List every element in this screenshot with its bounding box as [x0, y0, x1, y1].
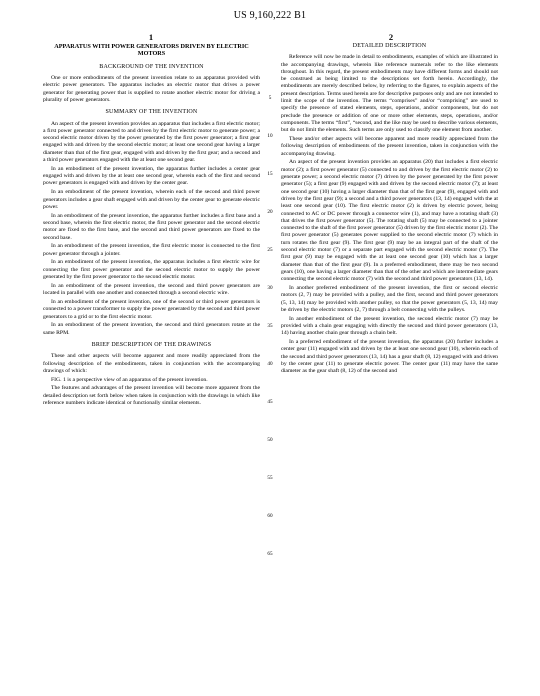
summary-paragraph: In an embodiment of the present invention, the first electric motor is connected to the first power generator through a jointer.	[43, 243, 260, 257]
summary-paragraph: In an embodiment of the present invention, wherein each of the second and third power generators includes a gear shaft engaged with and driven by the center gear to generate electric power.	[43, 189, 260, 210]
summary-paragraph: In an embodiment of the present invention, the second and third power generators are located in parallel with one another and connected through a second electric wire.	[43, 282, 260, 297]
patent-title: APPARATUS WITH POWER GENERATORS DRIVEN BY ELECTRIC MOTORS	[54, 43, 249, 58]
line-number: 30	[267, 285, 273, 291]
line-number: 10	[267, 133, 273, 139]
description-paragraph: Reference will now be made in detail to embodiments, examples of which are illustrated in the accompanying drawings, wherein like reference numerals refer to the like elements throughout. In this regard, the present embodiments may have different forms and should not be construed as being limited to the descriptions set forth herein. Accordingly, the embodiments are merely described below, by referring to the figures, to explain aspects of the present description. Terms used herein are for descriptive purposes only and are not intended to limit the scope of the invention. The terms “comprises” and/or “comprising” are used to specify the presence of stated elements, steps, operations, and/or components, but do not preclude the presence or addition of one or more other elements, steps, operations, and/or components. The terms “first”, “second, and the like may be used to describe various elements, but do not limit the elements. Such terms are only used to classify one element from another.	[281, 54, 498, 134]
line-number: 65	[267, 551, 273, 557]
column-number-right: 2	[388, 32, 394, 42]
drawings-heading: BRIEF DESCRIPTION OF THE DRAWINGS	[91, 341, 212, 348]
summary-paragraph: In an embodiment of the present invention, one of the second or third power generators is connected to a power transformer to supply the power generated by the second and third power generators to a grid or to the first electric motor.	[43, 298, 260, 320]
left-column	[43, 43, 260, 693]
description-paragraph: In another preferred embodiment of the present invention, the first or second electric motors (2, 7) may be provided with a pulley, and the first, second and third power generators (5, 13, 14) may be provided with another pulley, so that the power generators (5, 13, 14) may be driven by the electric motors (2, 7) through a belt connecting with the pulleys.	[281, 285, 498, 313]
detailed-description-heading: DETAILED DESCRIPTION	[352, 43, 427, 49]
summary-paragraph: In an embodiment of the present invention, the second and third generators rotate at the same RPM.	[43, 322, 260, 336]
line-number: 55	[267, 475, 273, 481]
line-number: 25	[267, 247, 273, 253]
line-number: 50	[267, 437, 273, 443]
description-paragraph: In another embodiment of the present invention, the second electric motor (7) may be provided with a chain gear engaging with directly the second and third power generators (13, 14) having another chain gear through a chain belt.	[281, 315, 498, 337]
patent-number: US 9,160,222 B1	[233, 10, 307, 21]
description-paragraph: An aspect of the present invention provides an apparatus (20) that includes a first electric motor (2); a first power generator (5) connected to and driven by the first electric motor (2) to generate power; a second electric motor (7) driven by the power generated by the first power generator (5); a first gear (9) engaged with and driven by the second electric motor (7); at least one second gear (10) having a larger diameter than that of the first gear (9), engaged with and driven by the first gear (9); a second and a third power generators (13, 14) engaged with the at least one second gear (10). The first electric motor (2) is driven by electric power, being connected to AC or DC power through a connector wire (1), and may have a rotating shaft (3) that drives the first power generator (5). The rotating shaft (5) may be connected to a jointer connected to the shaft of the first power generator (5) driven by the first electric motor (2). The first power generator (5) generates power supplied to the second electric motor (7) which in turn rotates the first gear (9). The first gear (9) may be an integral part of the shaft of the second electric motor (7) or a separate part engaged with the second electric motor (7). The first gear (9) may be engaged with the at least one second gear (10) which has a larger diameter than that of the first gear (9). In a preferred embodiment, there may be two second gears (10), one having a larger diameter than that of the other and which are intermediate gears connecting the second electric motor (7) with the second and third power generators (13, 14).	[281, 159, 498, 283]
right-column	[281, 43, 498, 693]
line-number: 60	[267, 513, 273, 519]
background-paragraph: One or more embodiments of the present invention relate to an apparatus provided with electric power generators. The apparatus includes an electric motor that drives a power generator for generating power that is supplied to rotate another electric motor for driving a plurality of power generators.	[43, 75, 260, 103]
drawings-paragraph: The features and advantages of the present invention will become more apparent from the detailed description set forth below when taken in conjunction with the drawings in which like reference numbers indicate identical or functionally similar elements.	[43, 385, 260, 406]
column-number-left: 1	[148, 32, 154, 42]
drawings-paragraph: These and other aspects will become apparent and more readily appreciated from the following description of the embodiments, taken in conjunction with the accompanying drawings of which:	[43, 353, 260, 374]
line-number: 5	[268, 95, 272, 101]
summary-paragraph: In an embodiment of the present invention, the apparatus further includes a first base and a second base, wherein the first electric motor, the first power generator and the second electric motor are fixed to the first base, and the second and third power generators are fixed to the second base.	[43, 212, 260, 241]
description-paragraph: In a preferred embodiment of the present invention, the apparatus (20) further includes a center gear (11) engaged with and driven by the at least one second gear (10), wherein each of the second and third power generators (13, 14) has a gear shaft (8, 12) engaged with and driven by the center gear (11) to generate electric power. The center gear (11) may have the same diameter as the gear shaft (8, 12) of the second and	[281, 339, 498, 375]
description-paragraph: These and/or other aspects will become apparent and more readily appreciated from the following description of embodiments of the present invention, taken in conjunction with the accompanying drawing.	[281, 136, 498, 157]
summary-paragraph: An aspect of the present invention provides an apparatus that includes a first electric motor; a first power generator connected to and driven by the first electric motor to generate power; a second electric motor driven by the power generated by the first power generator; a first gear engaged with and driven by the second electric motor; at least one second gear having a larger diameter than that of the first gear, engaged with and driven by the first gear; and a second and a third power generators engaged with the at least one second gear.	[43, 120, 260, 164]
line-number: 35	[267, 323, 273, 329]
summary-paragraph: In an embodiment of the present invention, the apparatus further includes a center gear engaged with and driven by the at least one second gear, wherein each of the first and second power generators is engaged with and driven by the center gear.	[43, 165, 260, 187]
line-number: 15	[267, 171, 273, 177]
line-number: 40	[267, 361, 273, 367]
summary-paragraph: In an embodiment of the present invention, the apparatus includes a first electric wire for connecting the first power generator and the second electric motor to supply the power generated by the first power generator to the second electric motor.	[43, 259, 260, 281]
summary-heading: SUMMARY OF THE INVENTION	[105, 109, 198, 116]
background-heading: BACKGROUND OF THE INVENTION	[99, 63, 204, 70]
line-number: 20	[267, 209, 273, 215]
line-number: 45	[267, 399, 273, 405]
drawings-paragraph: FIG. 1 is a perspective view of an apparatus of the present invention.	[51, 376, 208, 383]
